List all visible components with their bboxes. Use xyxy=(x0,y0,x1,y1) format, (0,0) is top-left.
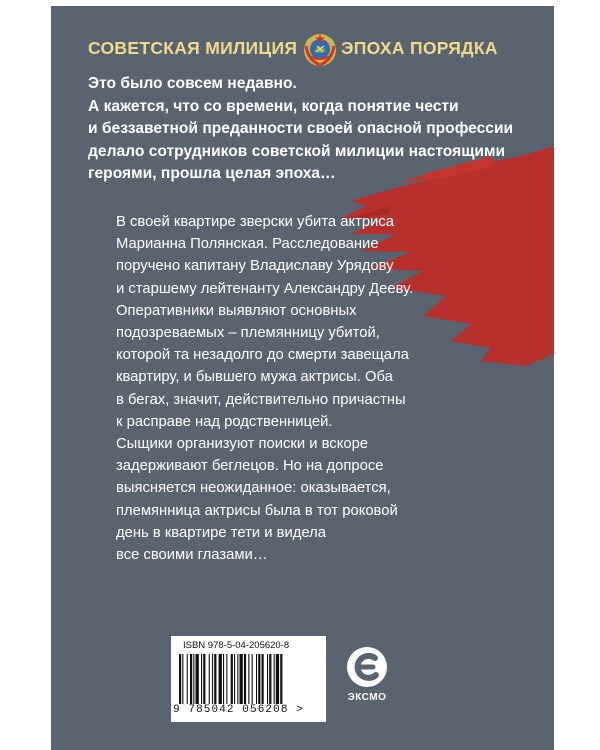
synopsis-line: в бегах, значит, действительно причастны xyxy=(116,391,406,408)
synopsis-line: племянница актрисы была в тот роковой xyxy=(116,502,398,519)
intro-line: героями, прошла целая эпоха… xyxy=(88,165,336,182)
barcode-bars xyxy=(177,654,320,706)
back-cover xyxy=(51,6,554,750)
synopsis-line: Оперативники выявляют основных xyxy=(116,302,357,319)
synopsis-line: все своими глазами… xyxy=(116,547,268,564)
synopsis-line: Сыщики организуют поиски и вскоре xyxy=(116,436,369,453)
synopsis-line: подозреваемых – племянницу убитой, xyxy=(116,325,380,342)
synopsis-line: выясняется неожиданное: оказывается, xyxy=(116,480,391,497)
synopsis-line: квартиру, и бывшего мужа актрисы. Оба xyxy=(116,369,393,386)
synopsis-line: Марианна Полянская. Расследование xyxy=(116,236,379,253)
intro-line: А кажется, что со времени, когда понятие чести xyxy=(88,97,459,115)
synopsis xyxy=(116,211,446,566)
synopsis-line: поручено капитану Владиславу Урядову xyxy=(116,258,394,275)
publisher-mark xyxy=(340,646,394,716)
eksmo-logo-icon xyxy=(346,646,388,688)
synopsis-line: которой та незадолго до смерти завещала xyxy=(116,347,409,364)
synopsis-line: В своей квартире зверски убита актриса xyxy=(116,214,395,230)
synopsis-line: день в квартире тети и видела xyxy=(116,524,326,541)
intro-line: Это было совсем недавно. xyxy=(88,75,297,92)
series-header xyxy=(51,32,554,68)
intro-line: делало сотрудников советской милиции настоящими xyxy=(88,142,506,160)
synopsis-line: задерживают беглецов. Но на допросе xyxy=(116,458,384,475)
intro-teaser xyxy=(88,73,548,186)
synopsis-line: и старшему лейтенанту Александру Дееву. xyxy=(116,280,414,297)
publisher-name: ЭКСМО xyxy=(347,692,387,703)
barcode-digits: 9 785042 056208 > xyxy=(173,704,304,716)
isbn-barcode xyxy=(171,636,326,722)
isbn-label: ISBN 978-5-04-205620-8 xyxy=(183,640,290,651)
series-title-left: СОВЕТСКАЯ МИЛИЦИЯ xyxy=(88,38,298,58)
synopsis-line: к расправе над родственницей. xyxy=(116,413,333,430)
intro-line: и беззаветной преданности своей опасной профессии xyxy=(88,120,514,137)
ussr-coat-of-arms-icon xyxy=(302,32,338,68)
series-title-right: ЭПОХА ПОРЯДКА xyxy=(341,38,498,58)
